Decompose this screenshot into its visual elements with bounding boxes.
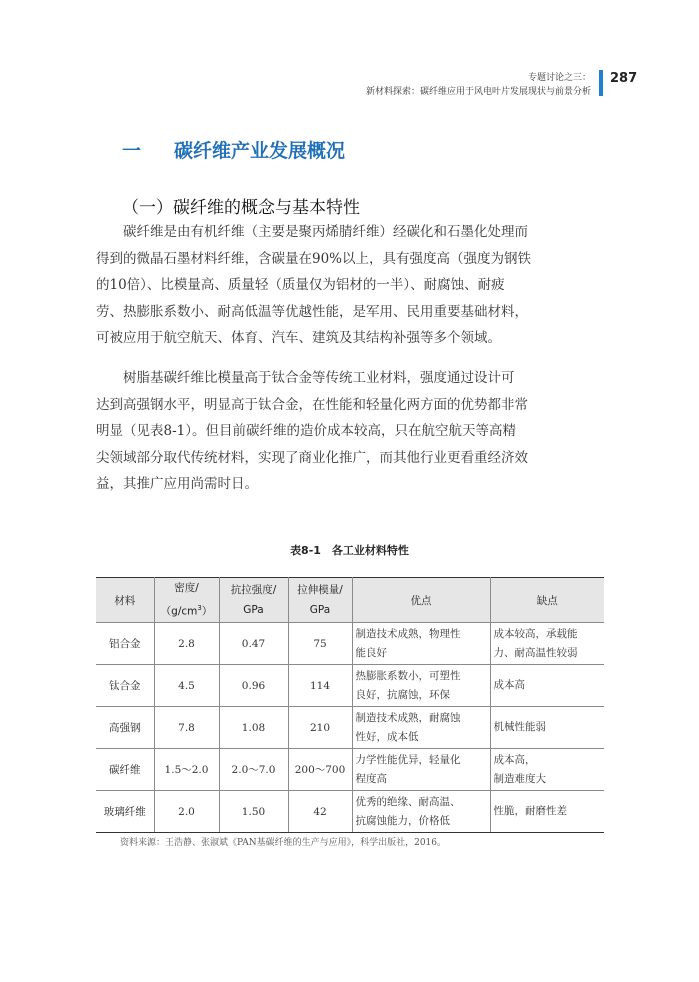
table-row — [96, 791, 604, 833]
cell-tensile-strength: 1.08 — [219, 707, 288, 749]
cell-material: 玻璃纤维 — [96, 791, 154, 833]
paragraph-line: 可被应用于航空航天、体育、汽车、建筑及其结构补强等多个领域。 — [96, 330, 501, 347]
header-tensile-strength: 抗拉强度/ GPa — [219, 578, 288, 623]
running-header — [366, 72, 591, 99]
header-cons: 缺点 — [490, 578, 604, 623]
cell-pros: 制造技术成熟，耐腐蚀 性好，成本低 — [352, 707, 490, 749]
cell-material: 铝合金 — [96, 623, 154, 665]
header-pros: 优点 — [352, 578, 490, 623]
cell-tensile-strength: 2.0～7.0 — [219, 749, 288, 791]
table-header-row — [96, 578, 604, 623]
paragraph-line: 的10倍）、比模量高、质量轻（质量仅为铝材的一半）、耐腐蚀、耐疲 — [96, 277, 505, 294]
paragraph-line: 得到的微晶石墨材料纤维，含碳量在90%以上，具有强度高（强度为钢铁 — [96, 250, 532, 267]
section-number: 一 — [122, 140, 142, 162]
cell-pros: 制造技术成熟，物理性 能良好 — [352, 623, 490, 665]
cell-cons: 成本较高，承载能 力、耐高温性较弱 — [490, 623, 604, 665]
running-header-chapter-title: 新材料探索：碳纤维应用于风电叶片发展现状与前景分析 — [365, 87, 591, 97]
cell-tensile-modulus: 75 — [288, 623, 352, 665]
cell-cons: 成本高 — [490, 665, 604, 707]
subsection-heading: （一）碳纤维的概念与基本特性 — [122, 198, 360, 218]
cell-tensile-strength: 0.47 — [219, 623, 288, 665]
header-accent-bar — [599, 70, 603, 96]
materials-table — [96, 577, 604, 833]
cell-pros: 力学性能优异，轻量化 程度高 — [352, 749, 490, 791]
cell-material: 钛合金 — [96, 665, 154, 707]
cell-tensile-strength: 1.50 — [219, 791, 288, 833]
paragraph-line: 尖领域部分取代传统材料，实现了商业化推广，而其他行业更看重经济效 — [96, 449, 528, 466]
paragraph-2 — [96, 365, 606, 498]
cell-tensile-modulus: 200～700 — [288, 749, 352, 791]
cell-tensile-modulus: 114 — [288, 665, 352, 707]
cell-cons: 成本高， 制造难度大 — [490, 749, 604, 791]
header-density: 密度/ $(g/cm^3)$ — [154, 578, 219, 623]
table-row — [96, 749, 604, 791]
cell-density: 2.8 — [154, 623, 219, 665]
running-header-topic: 专题讨论之三： — [527, 73, 591, 83]
cell-tensile-strength: 0.96 — [219, 665, 288, 707]
cell-material: 碳纤维 — [96, 749, 154, 791]
cell-cons: 性脆，耐磨性差 — [490, 791, 604, 833]
paragraph-line: 碳纤维是由有机纤维（主要是聚丙烯腈纤维）经碳化和石墨化处理而 — [123, 224, 528, 240]
table-row — [96, 623, 604, 665]
cell-pros: 热膨胀系数小，可塑性 良好，抗腐蚀，环保 — [352, 665, 490, 707]
cell-tensile-modulus: 42 — [288, 791, 352, 833]
section-title-text: 碳纤维产业发展概况 — [174, 140, 346, 162]
cell-material: 高强钢 — [96, 707, 154, 749]
header-tensile-modulus: 拉伸模量/ GPa — [288, 578, 352, 623]
cell-density: 4.5 — [154, 665, 219, 707]
cell-cons: 机械性能弱 — [490, 707, 604, 749]
paragraph-line: 达到高强钢水平，明显高于钛合金，在性能和轻量化两方面的优势都非常 — [96, 396, 528, 413]
cell-density: 1.5～2.0 — [154, 749, 219, 791]
cell-tensile-modulus: 210 — [288, 707, 352, 749]
table-row — [96, 707, 604, 749]
section-heading — [122, 136, 345, 163]
paragraph-1 — [96, 219, 606, 352]
paragraph-line: 劳、热膨胀系数小、耐高低温等优越性能，是军用、民用重要基础材料， — [96, 303, 528, 320]
cell-pros: 优秀的绝缘、耐高温、 抗腐蚀能力，价格低 — [352, 791, 490, 833]
cell-density: 2.0 — [154, 791, 219, 833]
header-material: 材料 — [96, 578, 154, 623]
page-number: 287 — [610, 71, 638, 86]
table-source-note: 资料来源：王浩静、张淑斌《PAN基碳纤维的生产与应用》，科学出版社，2016。 — [120, 838, 447, 848]
paragraph-line: 树脂基碳纤维比模量高于钛合金等传统工业材料，强度通过设计可 — [123, 370, 515, 386]
table-row — [96, 665, 604, 707]
table-caption: 表8-1 各工业材料特性 — [290, 544, 409, 557]
paragraph-line: 明显（见表8-1）。但目前碳纤维的造价成本较高，只在航空航天等高精 — [96, 423, 516, 440]
paragraph-line: 益，其推广应用尚需时日。 — [96, 476, 258, 493]
cell-density: 7.8 — [154, 707, 219, 749]
